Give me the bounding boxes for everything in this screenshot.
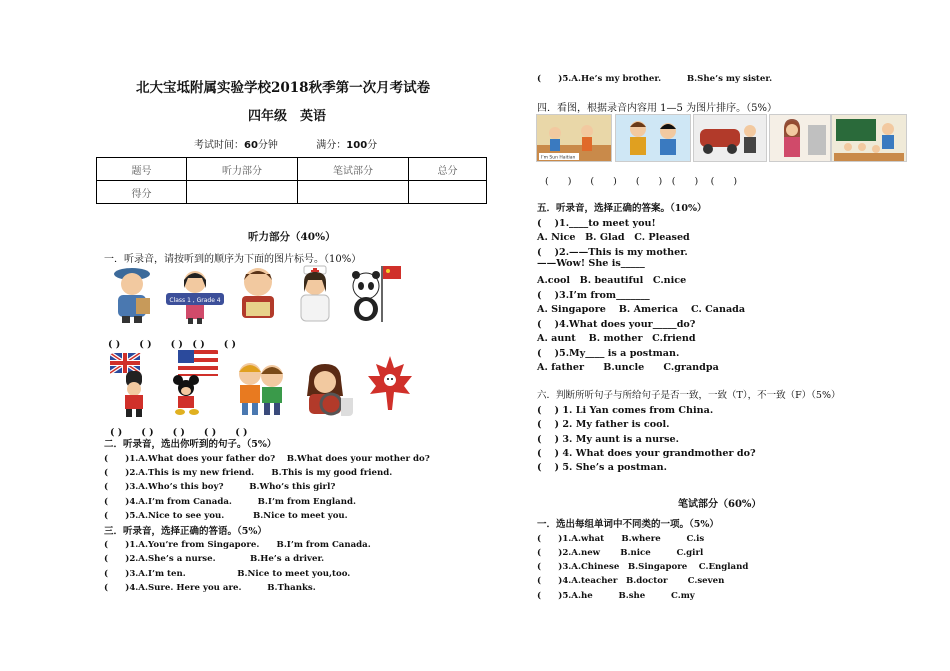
- score-table-header: 题号: [97, 158, 187, 181]
- sec2-item: ( )4.A.I’m from Canada. B.I’m from England.: [104, 497, 356, 507]
- sec5-line: ( )3.I’m from_______: [537, 290, 650, 301]
- sec5-line: ( )5.My____ is a postman.: [537, 348, 680, 359]
- score-cell[interactable]: [187, 181, 298, 204]
- sec5-line: A. Singapore B. America C. Canada: [537, 304, 746, 315]
- boy-reading-image: [234, 264, 282, 322]
- girl-class-banner-image: [164, 268, 226, 324]
- sec2-item: ( )5.A.Nice to see you. B.Nice to meet you.: [104, 511, 348, 521]
- sec2-item: ( )3.A.Who’s this boy? B.Who’s this girl?: [104, 482, 336, 492]
- sec5-line: ( )4.What does your_____do?: [537, 319, 696, 330]
- sec5-line: ( )2.——This is my mother.: [537, 247, 688, 258]
- exam-title: 北大宝坻附属实验学校2018秋季第一次月考试卷: [136, 80, 431, 96]
- sec5-line: ——Wow! She is_____: [537, 258, 645, 269]
- sec5-line: A. aunt B. mother C.friend: [537, 333, 696, 344]
- sec2-item: ( )2.A.This is my new friend. B.This is my good friend.: [104, 468, 393, 478]
- written-item: ( )4.A.teacher B.doctor C.seven: [537, 576, 725, 586]
- sec3-item: ( )1.A.You’re from Singapore. B.I’m from Canada.: [104, 540, 371, 550]
- exam-subtitle: 四年级 英语: [248, 109, 327, 124]
- listening-sec5-title: 五．听录音，选择正确的答案。（10%）: [537, 203, 707, 214]
- written-sec1-title: 一．选出每组单词中不同类的一项。（5%）: [537, 519, 719, 530]
- listening-sec2-title: 二．听录音，选出你听到的句子。（5%）: [104, 439, 277, 450]
- sec6-item: ( ) 5. She’s a postman.: [537, 462, 667, 473]
- panda-china-flag-image: [346, 262, 402, 324]
- time-value: 60: [244, 140, 258, 151]
- strip-image-4: [769, 114, 831, 162]
- strip-image-5: [831, 114, 907, 162]
- sec6-item: ( ) 4. What does your grandmother do?: [537, 448, 756, 459]
- postman-image: [106, 262, 158, 324]
- score-cell[interactable]: [409, 181, 487, 204]
- sec6-item: ( ) 2. My father is cool.: [537, 419, 670, 430]
- score-table-header: 总分: [409, 158, 487, 181]
- nurse-image: [293, 264, 337, 324]
- sec3-item: ( )3.A.I’m ten. B.Nice to meet you,too.: [104, 569, 351, 579]
- mickey-usa-flag-image: [168, 350, 220, 416]
- uk-guard-image: [110, 353, 154, 417]
- time-unit: 分钟: [257, 140, 278, 151]
- written-item: ( )1.A.what B.where C.is: [537, 534, 705, 544]
- sec3-item: ( )2.A.She’s a nurse. B.He’s a driver.: [104, 554, 325, 564]
- driver-image: [301, 362, 353, 416]
- sec3-item: ( )4.A.Sure. Here you are. B.Thanks.: [104, 583, 316, 593]
- score-table-header-row: [97, 158, 487, 181]
- listening-title: 听力部分（40%）: [248, 231, 336, 243]
- written-item: ( )2.A.new B.nice C.girl: [537, 548, 704, 558]
- sec2-item: ( )1.A.What does your father do? B.What does your mother do?: [104, 454, 430, 464]
- score-label: 满分：: [316, 140, 347, 151]
- score-table-header: 听力部分: [187, 158, 298, 181]
- sec6-item: ( ) 1. Li Yan comes from China.: [537, 405, 714, 416]
- score-table: [96, 157, 487, 204]
- score-table-header: 笔试部分: [298, 158, 409, 181]
- score-cell[interactable]: [298, 181, 409, 204]
- strip-image-3: [693, 114, 767, 162]
- written-item: ( )5.A.he B.she C.my: [537, 591, 695, 601]
- picture-blanks-row1: ( ) ( ) ( ) ( ) ( ): [108, 339, 236, 350]
- listening-sec4-title: 四．看图，根据录音内容用 1—5 为图片排序。（5%）: [537, 103, 777, 114]
- listening-sec6-title: 六．判断所听句子与所给句子是否一致，一致（T），不一致（F）（5%）: [537, 390, 841, 401]
- written-title: 笔试部分（60%）: [678, 499, 762, 510]
- strip-image-1: [536, 114, 612, 162]
- picture-order-blanks: ( ) ( ) ( ) ( ) ( ): [545, 176, 738, 187]
- score-table-row: [97, 181, 487, 204]
- picture-blanks-row2: ( ) ( ) ( ) ( ) ( ): [110, 427, 248, 438]
- canada-maple-image: [364, 354, 416, 416]
- class-banner-text: Class 1 , Grade 4: [169, 297, 221, 304]
- sec5-line: A. father B.uncle C.grandpa: [537, 362, 719, 373]
- strip-image-2: [615, 114, 691, 162]
- sec6-item: ( ) 3. My aunt is a nurse.: [537, 434, 679, 445]
- listening-sec1-title: 一．听录音，请按听到的顺序为下面的图片标号。（10%）: [104, 254, 362, 265]
- sec5-line: A. Nice B. Glad C. Pleased: [537, 232, 690, 243]
- score-unit: 分: [367, 140, 378, 151]
- written-item: ( )3.A.Chinese B.Singapore C.England: [537, 562, 749, 572]
- exam-meta: [194, 136, 377, 151]
- sec5-line: A.cool B. beautiful C.nice: [537, 275, 687, 286]
- sec3-item: ( )5.A.He’s my brother. B.She’s my sister.: [537, 74, 773, 84]
- two-boys-image: [230, 358, 292, 416]
- score-row-label: 得分: [97, 181, 187, 204]
- sec5-line: ( )1.____to meet you!: [537, 218, 656, 229]
- score-value: 100: [346, 140, 368, 151]
- time-label: 考试时间：: [194, 140, 244, 151]
- listening-sec3-title: 三．听录音，选择正确的答语。（5%）: [104, 526, 267, 537]
- strip-caption: I'm Sun Haitian: [541, 155, 576, 161]
